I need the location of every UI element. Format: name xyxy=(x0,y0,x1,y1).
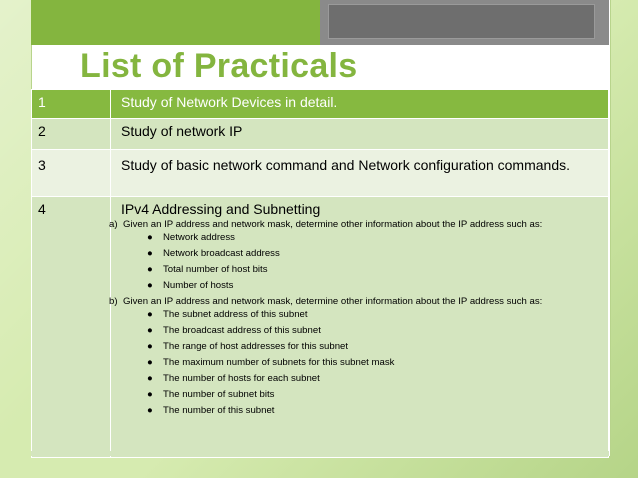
list-item xyxy=(147,325,598,336)
row-number: 4 xyxy=(32,197,111,458)
row-description: Study of network IP xyxy=(111,119,609,150)
top-decorative-inner xyxy=(328,4,595,39)
list-item xyxy=(147,389,598,400)
list-item-text: Network address xyxy=(163,232,235,243)
list-item xyxy=(147,280,598,291)
list-item-text: Number of hosts xyxy=(163,280,234,291)
top-decorative-block xyxy=(320,0,609,45)
bullet-icon: ● xyxy=(147,341,153,352)
list-item-text: Network broadcast address xyxy=(163,248,280,259)
row-number: 1 xyxy=(32,90,111,119)
row-description: Study of basic network command and Network configuration commands. xyxy=(111,150,609,197)
list-item-text: The subnet address of this subnet xyxy=(163,309,308,320)
list-item xyxy=(147,405,598,416)
practicals-table xyxy=(31,89,609,458)
list-item-text: The broadcast address of this subnet xyxy=(163,325,321,336)
row-subtitle: IPv4 Addressing and Subnetting xyxy=(121,201,321,217)
row-description xyxy=(111,197,609,458)
bullet-icon: ● xyxy=(147,264,153,275)
top-accent-bar xyxy=(31,0,320,45)
bullet-list-b xyxy=(121,309,598,416)
list-item-text: The number of hosts for each subnet xyxy=(163,373,320,384)
list-item-text: Total number of host bits xyxy=(163,264,268,275)
list-item-text: The range of host addresses for this subnet xyxy=(163,341,349,352)
row-description: Study of Network Devices in detail. xyxy=(111,90,609,119)
row-number: 3 xyxy=(32,150,111,197)
sub-item-b xyxy=(107,296,598,307)
sub-item-a xyxy=(107,219,598,230)
bullet-icon: ● xyxy=(147,405,153,416)
bullet-icon: ● xyxy=(147,280,153,291)
list-item-text: The number of subnet bits xyxy=(163,389,275,400)
sub-item-label: b) xyxy=(109,296,118,307)
list-item xyxy=(147,248,598,259)
bullet-icon: ● xyxy=(147,373,153,384)
table-row xyxy=(32,150,609,197)
sub-item-text: Given an IP address and network mask, determine other information about the IP address such as: xyxy=(123,219,543,230)
list-item xyxy=(147,341,598,352)
bullet-icon: ● xyxy=(147,309,153,320)
list-item xyxy=(147,232,598,243)
bullet-icon: ● xyxy=(147,232,153,243)
table-row xyxy=(32,90,609,119)
table-row xyxy=(32,119,609,150)
list-item-text: The maximum number of subnets for this subnet mask xyxy=(163,357,395,368)
bullet-list-a xyxy=(121,232,598,291)
list-item-text: The number of this subnet xyxy=(163,405,275,416)
sub-item-text: Given an IP address and network mask, determine other information about the IP address such as: xyxy=(123,296,543,307)
bullet-icon: ● xyxy=(147,357,153,368)
bottom-strip xyxy=(31,451,609,456)
row-number: 2 xyxy=(32,119,111,150)
list-item xyxy=(147,309,598,320)
list-item xyxy=(147,264,598,275)
table-row xyxy=(32,197,609,458)
bullet-icon: ● xyxy=(147,389,153,400)
bullet-icon: ● xyxy=(147,248,153,259)
page-title: List of Practicals xyxy=(80,47,358,85)
bullet-icon: ● xyxy=(147,325,153,336)
sub-item-label: a) xyxy=(109,219,118,230)
list-item xyxy=(147,357,598,368)
list-item xyxy=(147,373,598,384)
